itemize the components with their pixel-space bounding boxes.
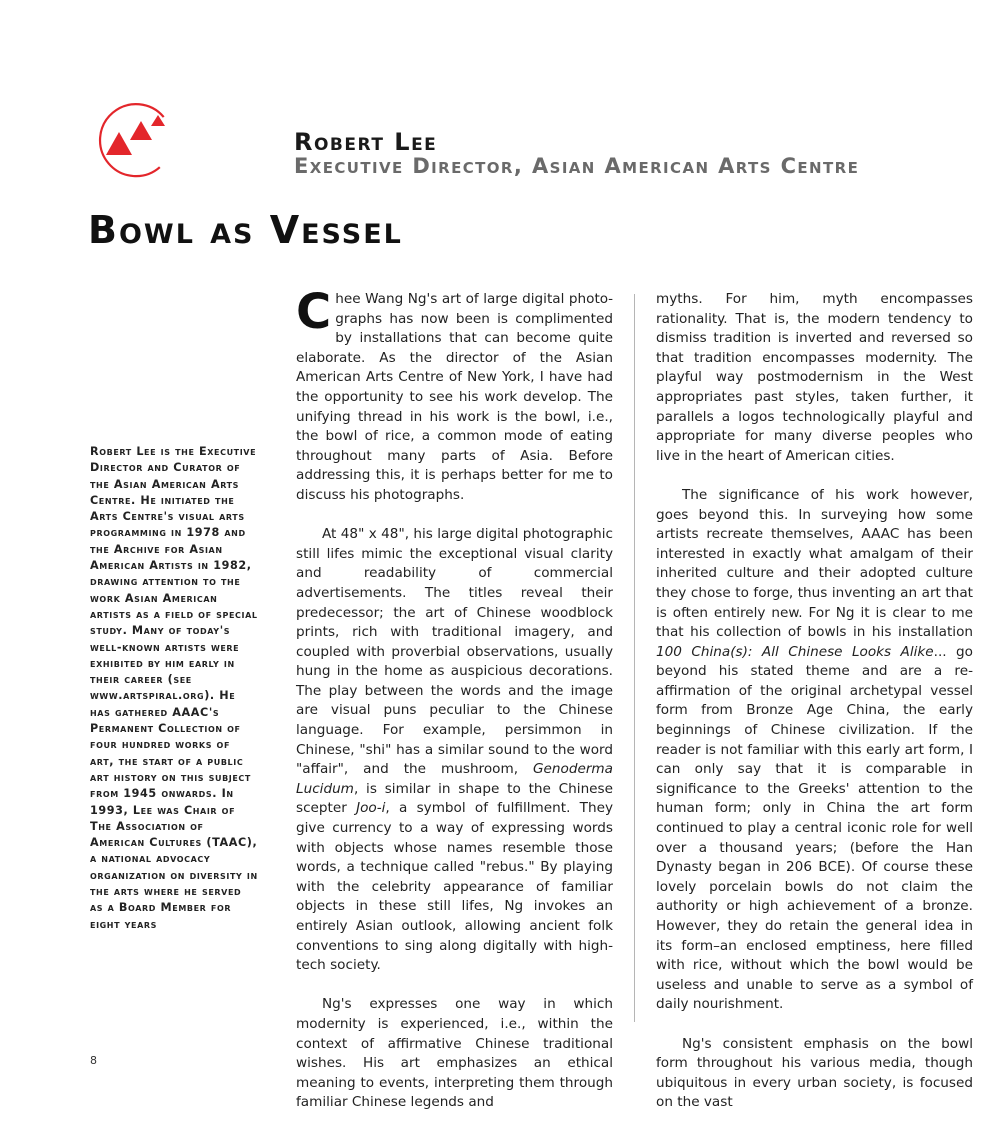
author-bio: Robert Lee is the Executive Director and Curator of the Asian American Arts Centre. He initiated the Arts Centre's visual arts programming in 1978 and the Archive for Asian American Artists in 1982, drawing attention to the work Asian American artists as a field of special study. Many of today's well-known artists were exhibited by him early in their career (see www.artspiral.org). He has gathered AAAC's Permanent Collection of four hundred works of art, the start of a public art history on this subject from 1945 onwards. In 1993, Lee was Chair of The Association of American Cultures (TAAC), a national advocacy organization on diversity in the arts where he served as a Board Member for eight years	[90, 445, 258, 931]
paragraph: Ng's expresses one way in which modernity is experienced, i.e., within the context of affirmative Chinese traditional wishes. His art emphasizes an ethical meaning to events, interpreting them through familiar Chinese legends and	[296, 996, 613, 1111]
logo-circle-arc	[100, 104, 164, 176]
author-title: Executive Director, Asian American Arts Centre	[294, 154, 860, 178]
aaac-logo	[86, 96, 186, 184]
paragraph-text: At 48" x 48", his large digital photographic still lifes mimic the exceptional visual clarity and readability of commercial advertisements. The titles reveal their predecessor; the art of Chinese woodblock prints, rich with traditional imagery, and coupled with proverbial observations, usually hung in the home as auspicious decorations. The play between the words and the image are visual puns peculiar to the Chinese language. For example, persimmon in Chinese, "shi" has a similar sound to the word "affair", and the mushroom,	[296, 526, 613, 778]
article-title: Bowl as Vessel	[88, 208, 403, 252]
drop-cap: C	[296, 284, 332, 340]
paragraph-text: The significance of his work however, goes beyond this. In surveying how some artists recreate themselves, AAAC has been interested in exactly what amalgam of their inherited culture and their adopted culture they chose to forge, thus inventing an art that is often entirely new. For Ng it is clear to me that his collection of bowls in his installation	[656, 486, 973, 641]
author-name: Robert Lee	[294, 128, 438, 156]
column-divider	[634, 294, 635, 1022]
paragraph-text: , a symbol of fulfillment. They give currency to a way of expressing words with objects whose names resemble those words, a technique called "rebus." By playing with the celebrity appearance of familiar objects in these still lifes, Ng invokes an entirely Asian outlook, allowing ancient folk conventions to sing along digitally with high-tech society.	[296, 800, 613, 974]
paragraph-text: , is similar in shape to the Chinese scepter	[296, 780, 613, 817]
paragraph: myths. For him, myth encompasses rationality. That is, the modern tendency to dismiss tradition is inverted and reversed so that tradition encompasses modernity. The playful way postmodernism in the West appropriates past styles, taken further, it parallels a logos technologically playful and appropriate for many diverse peoples who live in the heart of American cities.	[656, 291, 973, 464]
paragraph-text: hee Wang Ng's art of large digital photographs has now been is complimented by installations that can become quite elaborate. As the director of the Asian American Arts Centre of New York, I have had the opportunity to see his work develop. The unifying thread in his work is the bowl, i.e., the bowl of rice, a common mode of eating throughout many parts of Asia. Before addressing this, it is perhaps better for me to discuss his photographs.	[296, 291, 613, 503]
italic-title: 100 China(s): All Chinese Looks Alike	[656, 643, 934, 660]
article-column-right	[656, 290, 973, 1133]
italic-term: Joo-i	[356, 800, 386, 817]
logo-triangle-medium	[130, 121, 152, 140]
italic-term: Genoderma Lucidum	[296, 761, 613, 797]
paragraph	[296, 284, 613, 506]
paragraph-text: ... go beyond his stated theme and are a reaffirmation of the original archetypal vessel form from Bronze Age China, the early beginnings of Chinese civilization. If the reader is not familiar with this early art form, I can only say that it is comparable in significance to the Greeks' attention to the human form; only in China the art form continued to play a central iconic role for well over a thousand years; (before the Han Dynasty began in 206 BCE). Of course these lovely porcelain bowls do not claim the authority or high achievement of a bronze. However, they do retain the general idea in its form–an enclosed emptiness, here filled with rice, without which the bowl would be useless and unable to serve as a symbol of daily nourishment.	[656, 643, 974, 1013]
paragraph: Ng's consistent emphasis on the bowl form throughout his various media, though ubiquitous in every urban society, is focused on the vast	[656, 1035, 973, 1111]
paragraph	[296, 525, 613, 976]
article-column-middle	[296, 284, 613, 1133]
logo-triangle-large	[106, 132, 132, 155]
page-number: 8	[90, 1054, 97, 1067]
paragraph	[656, 486, 973, 1015]
